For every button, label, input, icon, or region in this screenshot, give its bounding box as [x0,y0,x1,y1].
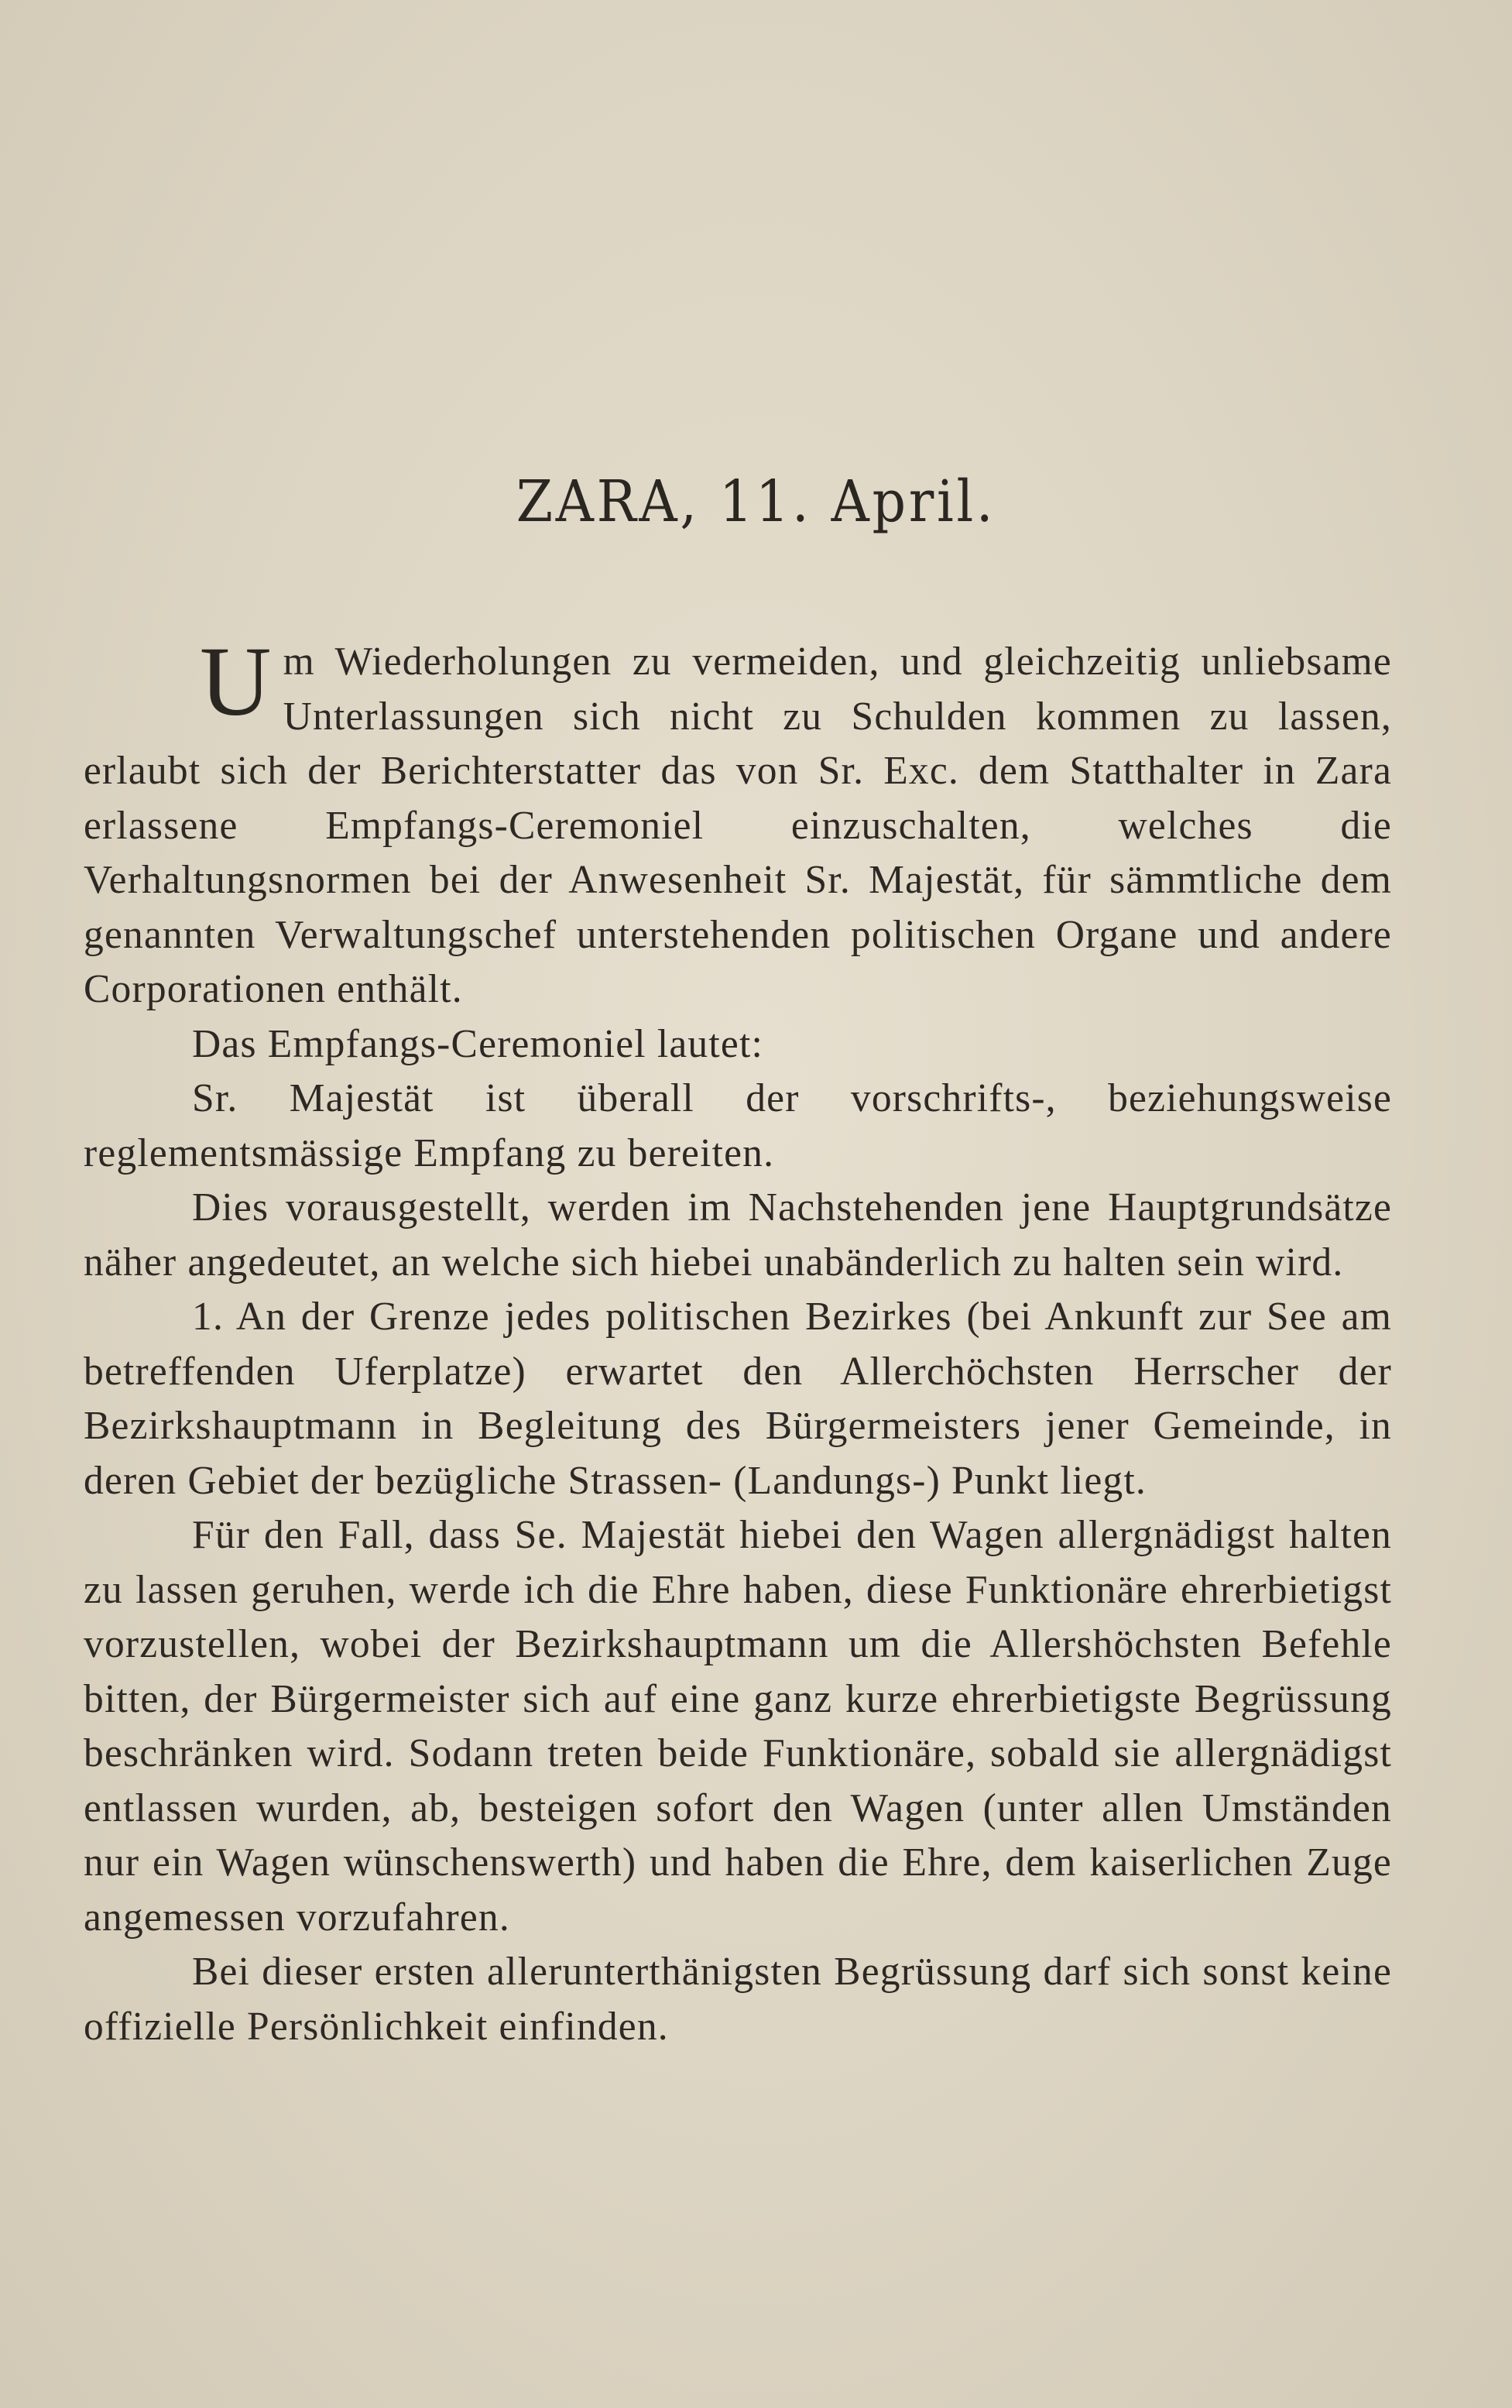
paragraph: Das Empfangs-Ceremoniel lautet: [192,1021,763,1066]
paragraph-text: m Wiederholungen zu vermeiden, und gleichzeitig unliebsame Unterlassungen sich nicht zu Schulden kommen zu lassen, erlaubt sich der Berichterstatter das von Sr. Exc. dem Statthalter in Zara erlassene Empfangs-Ceremoniel einzuschalten, welches die Verhaltungsnormen bei der Anwesenheit Sr. Majestät, für sämmtliche dem genannten Verwaltungschef unterstehenden politischen Organe und andere Corporationen enthält. [84,640,1392,1011]
body-text [84,626,1392,2054]
paragraph: Sr. Majestät ist überall der vorschrifts-, beziehungsweise reglementsmässige Empfang zu bereiten. [84,1076,1392,1175]
paragraph [84,626,1392,1017]
drop-cap: U [200,626,273,736]
paragraph: Bei dieser ersten allerunterthänigsten Begrüssung darf sich sonst keine offizielle Persönlichkeit einfinden. [84,1950,1392,2049]
paragraph: Für den Fall, dass Se. Majestät hiebei den Wagen allergnädigst halten zu lassen geruhen, werde ich die Ehre haben, diese Funktionäre ehrerbietigst vorzustellen, wobei der Bezirkshauptmann um die Allershöchsten Befehle bitten, der Bürgermeister sich auf eine ganz kurze ehrerbietigste Begrüssung beschränken wird. Sodann treten beide Funktionäre, sobald sie allergnädigst entlassen wurden, ab, besteigen sofort den Wagen (unter allen Umständen nur ein Wagen wünschenswerth) und haben die Ehre, dem kaiserlichen Zuge angemessen vorzufahren. [84,1513,1392,1940]
paragraph: 1. An der Grenze jedes politischen Bezirkes (bei Ankunft zur See am betreffenden Uferplatze) erwartet den Allerchöchsten Herrscher der Bezirkshauptmann in Begleitung des Bürgermeisters jener Gemeinde, in deren Gebiet der bezügliche Strassen- (Landungs-) Punkt liegt. [84,1295,1392,1503]
paragraph: Dies vorausgestellt, werden im Nachstehenden jene Hauptgrundsätze näher angedeutet, an welche sich hiebei unabänderlich zu halten sein wird. [84,1185,1392,1285]
page-title: ZARA, 11. April. [516,468,996,535]
